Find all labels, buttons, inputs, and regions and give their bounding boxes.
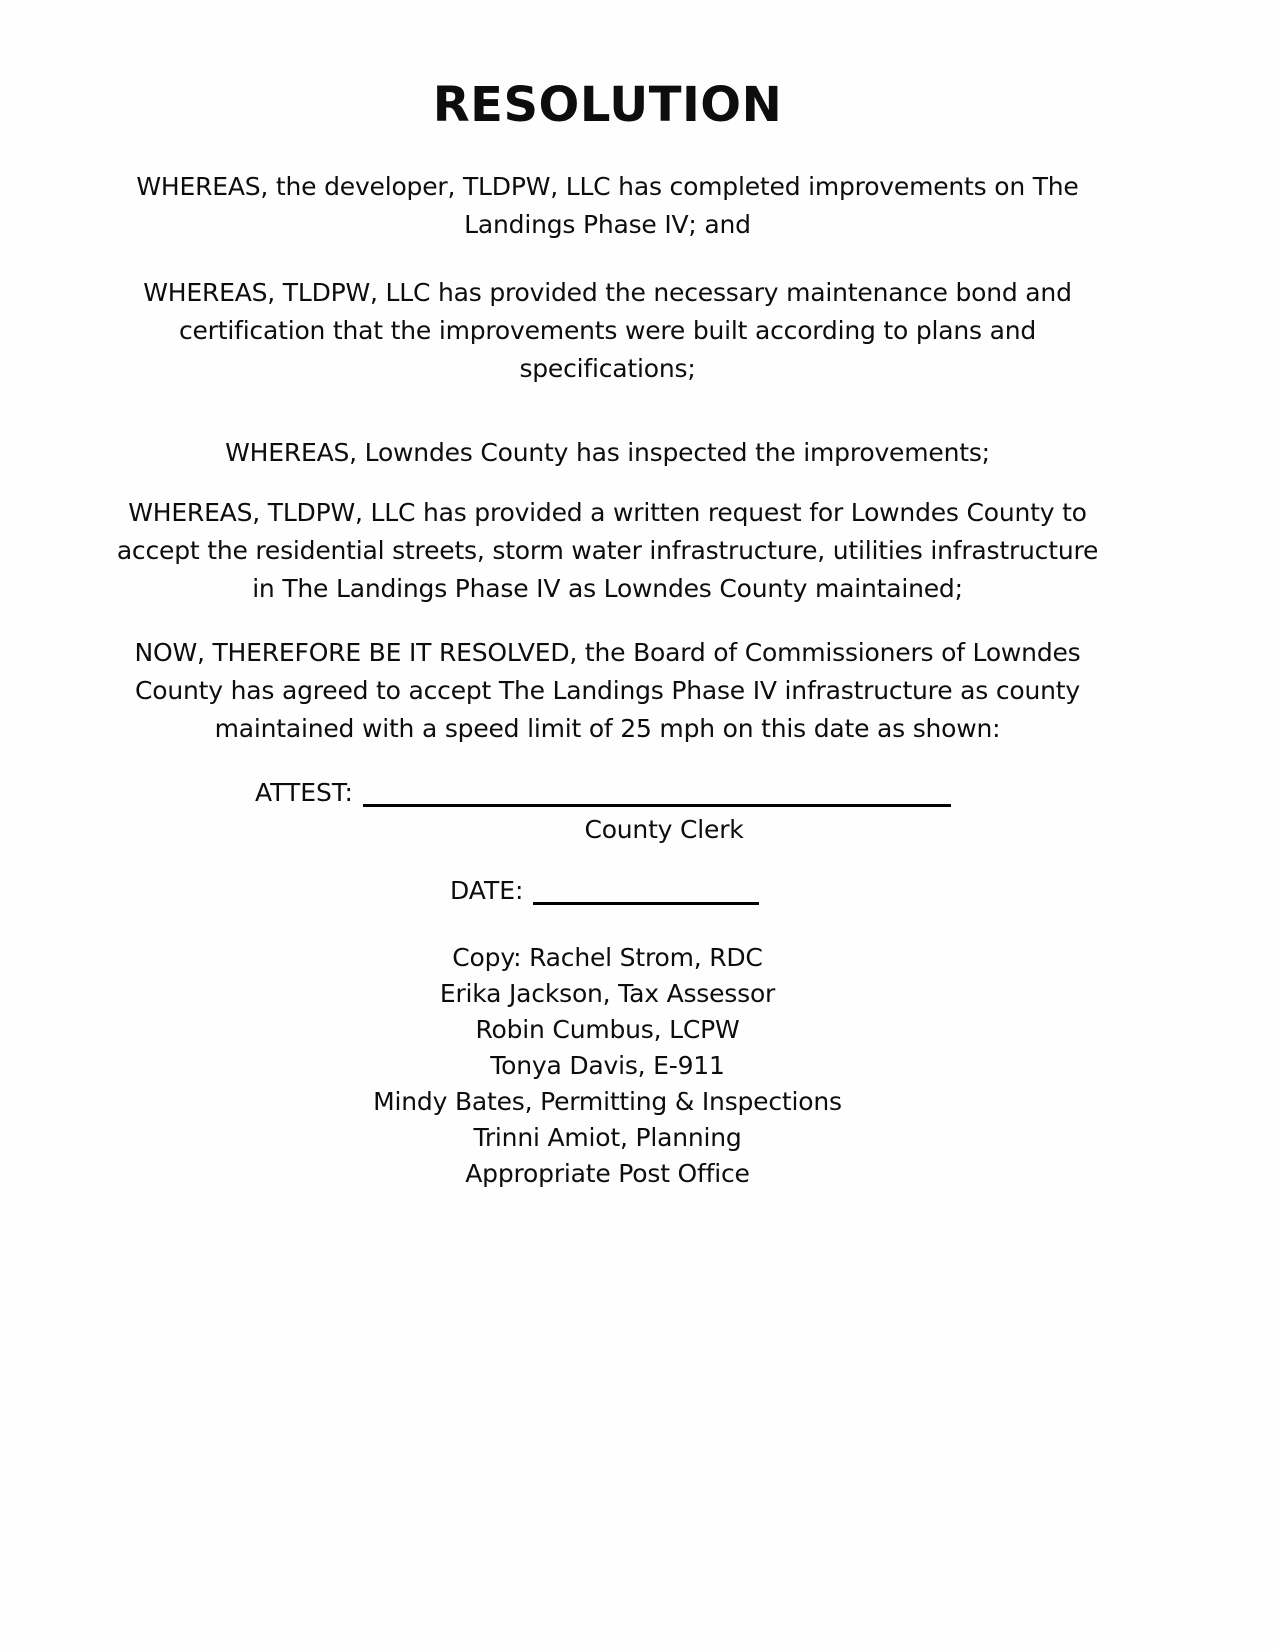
- text-line: WHEREAS, TLDPW, LLC has provided the necessary maintenance bond and: [143, 278, 1072, 307]
- attest-signature-line: [363, 804, 951, 807]
- text-line: NOW, THEREFORE BE IT RESOLVED, the Board of Commissioners of Lowndes: [134, 638, 1081, 667]
- text-line: accept the residential streets, storm water infrastructure, utilities infrastructure: [116, 536, 1099, 565]
- text-line: specifications;: [519, 354, 696, 383]
- text-line: maintained with a speed limit of 25 mph on this date as shown:: [214, 714, 1001, 743]
- attest-label: ATTEST:: [255, 778, 353, 807]
- copy-distribution-list: [65, 940, 1150, 1192]
- county-clerk-caption: County Clerk: [584, 815, 744, 844]
- date-label: DATE:: [450, 876, 524, 905]
- text-line: County has agreed to accept The Landings Phase IV infrastructure as county: [135, 676, 1080, 705]
- document-title: RESOLUTION: [432, 77, 783, 133]
- date-row: [450, 872, 1150, 910]
- text-line: certification that the improvements were built according to plans and: [178, 316, 1037, 345]
- text-line: Landings Phase IV; and: [464, 210, 751, 239]
- text-line: WHEREAS, the developer, TLDPW, LLC has completed improvements on The: [136, 172, 1079, 201]
- text-line: WHEREAS, Lowndes County has inspected the improvements;: [225, 438, 990, 467]
- county-clerk-caption-wrap: [370, 812, 1150, 848]
- paragraph-now-therefore-resolved: [65, 634, 1150, 748]
- text-line: Robin Cumbus, LCPW: [475, 1015, 740, 1044]
- paragraph-whereas-written-request: [65, 494, 1150, 608]
- text-line: Trinni Amiot, Planning: [473, 1123, 742, 1152]
- text-line: Copy: Rachel Strom, RDC: [452, 943, 763, 972]
- text-line: Mindy Bates, Permitting & Inspections: [373, 1087, 842, 1116]
- paragraph-whereas-developer-improvements: [65, 168, 1150, 244]
- text-line: WHEREAS, TLDPW, LLC has provided a written request for Lowndes County to: [128, 498, 1087, 527]
- text-line: Erika Jackson, Tax Assessor: [439, 979, 776, 1008]
- attest-row: [255, 774, 1150, 812]
- text-line: Tonya Davis, E-911: [490, 1051, 725, 1080]
- paragraph-whereas-maintenance-bond: [65, 274, 1150, 388]
- text-line: Appropriate Post Office: [465, 1159, 750, 1188]
- date-fill-line: [533, 902, 759, 905]
- paragraph-whereas-county-inspected: [65, 434, 1150, 472]
- text-line: in The Landings Phase IV as Lowndes County maintained;: [252, 574, 963, 603]
